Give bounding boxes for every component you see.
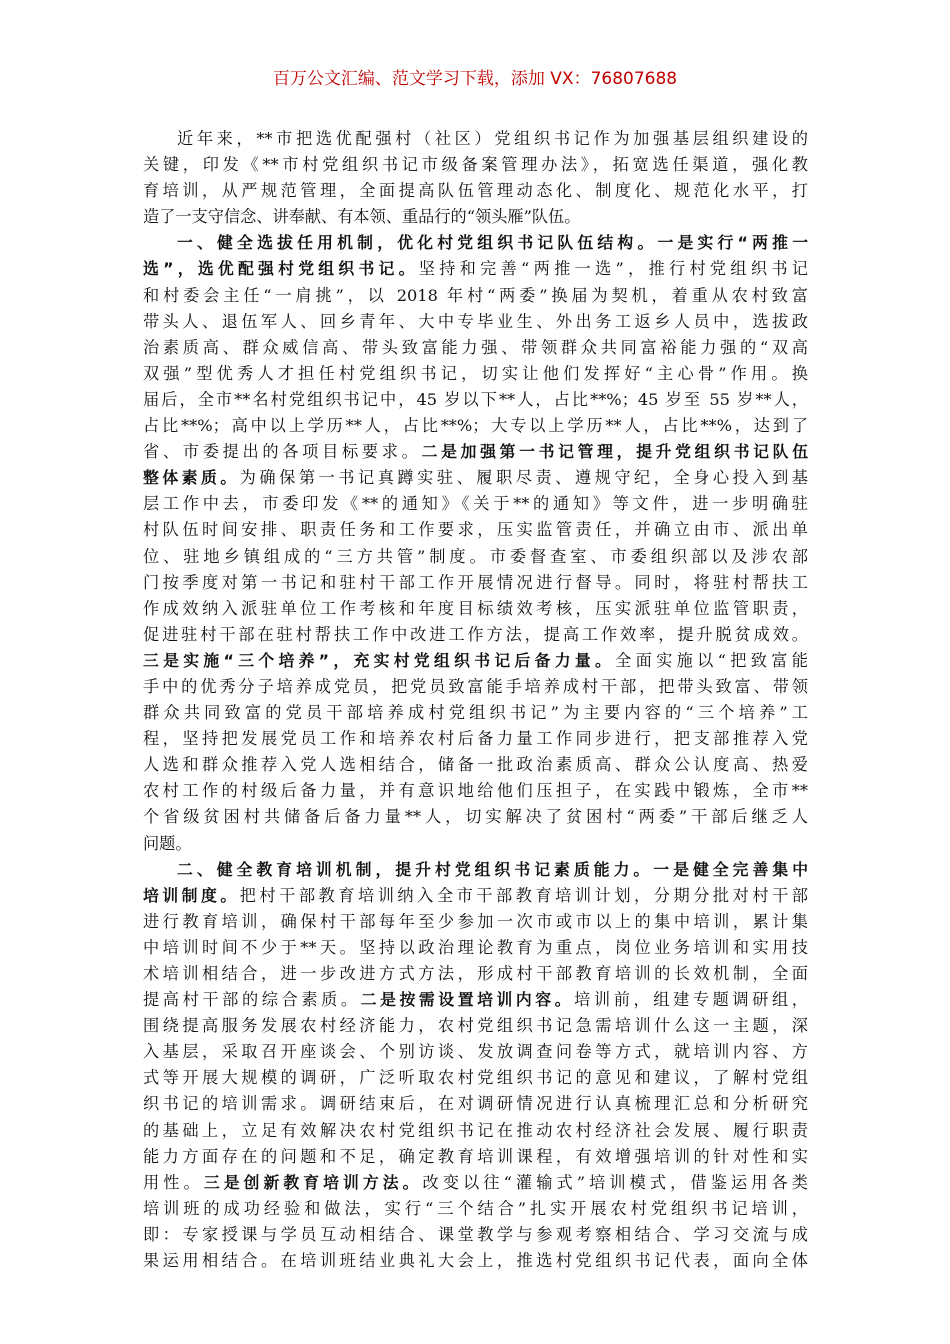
text-line: 程，坚持把发展党员工作和培养农村后备力量工作同步进行，把支部推荐入党 [143,729,808,749]
text-line: 即：专家授课与学员互动相结合、课堂教学与参观考察相结合、学习交流与成 [143,1224,808,1244]
text-line [143,230,808,256]
text-line: 个省级贫困村共储备后备力量**人，切实解决了贫困村“两委”干部后继乏人 [143,807,808,827]
text-line: 进行教育培训，确保村干部每年至少参加一次市或市以上的集中培训，累计集 [143,911,808,931]
text-line: 促进驻村干部在驻村帮扶工作中改进工作方法，提高工作效率，提升脱贫成效。 [143,624,808,644]
text-line: 关键，印发《**市村党组织书记市级备案管理办法》，拓宽选任渠道，强化教 [143,155,808,175]
text-line: 带头人、退伍军人、回乡青年、大中专毕业生、外出务工返乡人员中，选拔政 [143,311,808,331]
section-heading-2: 二、健全教育培训机制，提升村党组织书记素质能力。一是健全完善集中 [177,859,808,879]
text-line: 三是实施“三个培养”，充实村党组织书记后备力量。全面实施以“把致富能 [143,650,808,670]
text-line: 的基础上，立足有效解决农村党组织书记在推动农村经济社会发展、履行职责 [143,1120,808,1140]
text-line: 围绕提高服务发展农村经济能力，农村党组织书记急需培训什么这一主题，深 [143,1016,808,1036]
text-line: 省、市委提出的各项目标要求。二是加强第一书记管理，提升党组织书记队伍 [143,442,808,462]
text-line: 式等开展大规模的调研，广泛听取农村党组织书记的意见和建议，了解村党组 [143,1068,808,1088]
text-line: 近年来，**市把选优配强村（社区）党组织书记作为加强基层组织建设的 [177,129,808,148]
text-line: 中培训时间不少于**天。坚持以政治理论教育为重点，岗位业务培训和实用技 [143,937,808,957]
text-line: 果运用相结合。在培训班结业典礼大会上，推选村党组织书记代表，面向全体 [143,1251,808,1271]
text-line: 能力方面存在的问题和不足，确定教育培训课程，有效增强培训的针对性和实 [143,1146,808,1166]
text-line: 作成效纳入派驻单位工作考核和年度目标绩效考核，压实派驻单位监管职责， [143,598,808,618]
section-heading-1: 一、健全选拔任用机制，优化村党组织书记队伍结构。一是实行“两推一 [177,233,808,253]
text-line: 育培训，从严规范管理，全面提高队伍管理动态化、制度化、规范化水平，打 [143,181,808,201]
text-line: 术培训相结合，进一步改进方式方法，形成村干部教育培训的长效机制，全面 [143,964,808,983]
text-line: 织书记的培训需求。调研结束后，在对调研情况进行认真梳理汇总和分析研究 [143,1094,808,1114]
text-line: 用性。三是创新教育培训方法。改变以往“灌输式”培训模式，借鉴运用各类 [143,1172,808,1192]
text-line: 问题。 [143,833,192,853]
text-line: 选”，选优配强村党组织书记。坚持和完善“两推一选”，推行村党组织书记 [143,259,808,279]
text-line: 提高村干部的综合素质。二是按需设置培训内容。培训前，组建专题调研组， [143,990,808,1010]
text-line: 双强”型优秀人才担任村党组织书记，切实让他们发挥好“主心骨”作用。换 [143,363,808,383]
text-line: 位、驻地乡镇组成的“三方共管”制度。市委督查室、市委组织部以及涉农部 [143,546,808,566]
text-line: 层工作中去，市委印发《**的通知》《关于**的通知》等文件，进一步明确驻 [143,494,808,514]
text-line: 治素质高、群众威信高、带头致富能力强、带领群众共同富裕能力强的“双高 [143,337,808,357]
text-line: 培训制度。把村干部教育培训纳入全市干部教育培训计划，分期分批对村干部 [143,885,808,905]
text-line: 手中的优秀分子培养成党员，把党员致富能手培养成村干部，把带头致富、带领 [143,676,808,696]
text-line: 村队伍时间安排、职责任务和工作要求，压实监管责任，并确立由市、派出单 [143,520,808,540]
text-line: 造了一支守信念、讲奉献、有本领、重品行的“领头雁”队伍。 [143,207,581,227]
text-line: 和村委会主任“一肩挑”，以 2018 年村“两委”换届为契机，着重从农村致富 [143,285,808,305]
text-line: 占比**%；高中以上学历**人，占比**%；大专以上学历**人，占比**%，达到了 [143,416,808,436]
text-line: 培训班的成功经验和做法，实行“三个结合”扎实开展农村党组织书记培训， [143,1198,808,1218]
promo-banner: 百万公文汇编、范文学习下载，添加 VX：76807688 [272,69,678,89]
text-line: 整体素质。为确保第一书记真蹲实驻、履职尽责、遵规守纪，全身心投入到基 [143,468,808,488]
text-line: 群众共同致富的党员干部培养成村党组织书记”为主要内容的“三个培养”工 [143,703,808,723]
text-line: 届后，全市**名村党组织书记中，45 岁以下**人，占比**%；45 岁至 55 岁**人， [143,389,808,409]
document-body [143,126,808,1274]
text-line: 门按季度对第一书记和驻村干部工作开展情况进行督导。同时，将驻村帮扶工 [143,572,808,592]
text-line [143,857,808,883]
text-line: 农村工作的村级后备力量，并有意识地给他们压担子，在实践中锻炼，全市** [143,781,808,801]
text-line: 人选和群众推荐入党人选相结合，储备一批政治素质高、群众公认度高、热爱 [143,755,808,775]
text-line: 入基层，采取召开座谈会、个别访谈、发放调查问卷等方式，就培训内容、方 [143,1042,808,1062]
